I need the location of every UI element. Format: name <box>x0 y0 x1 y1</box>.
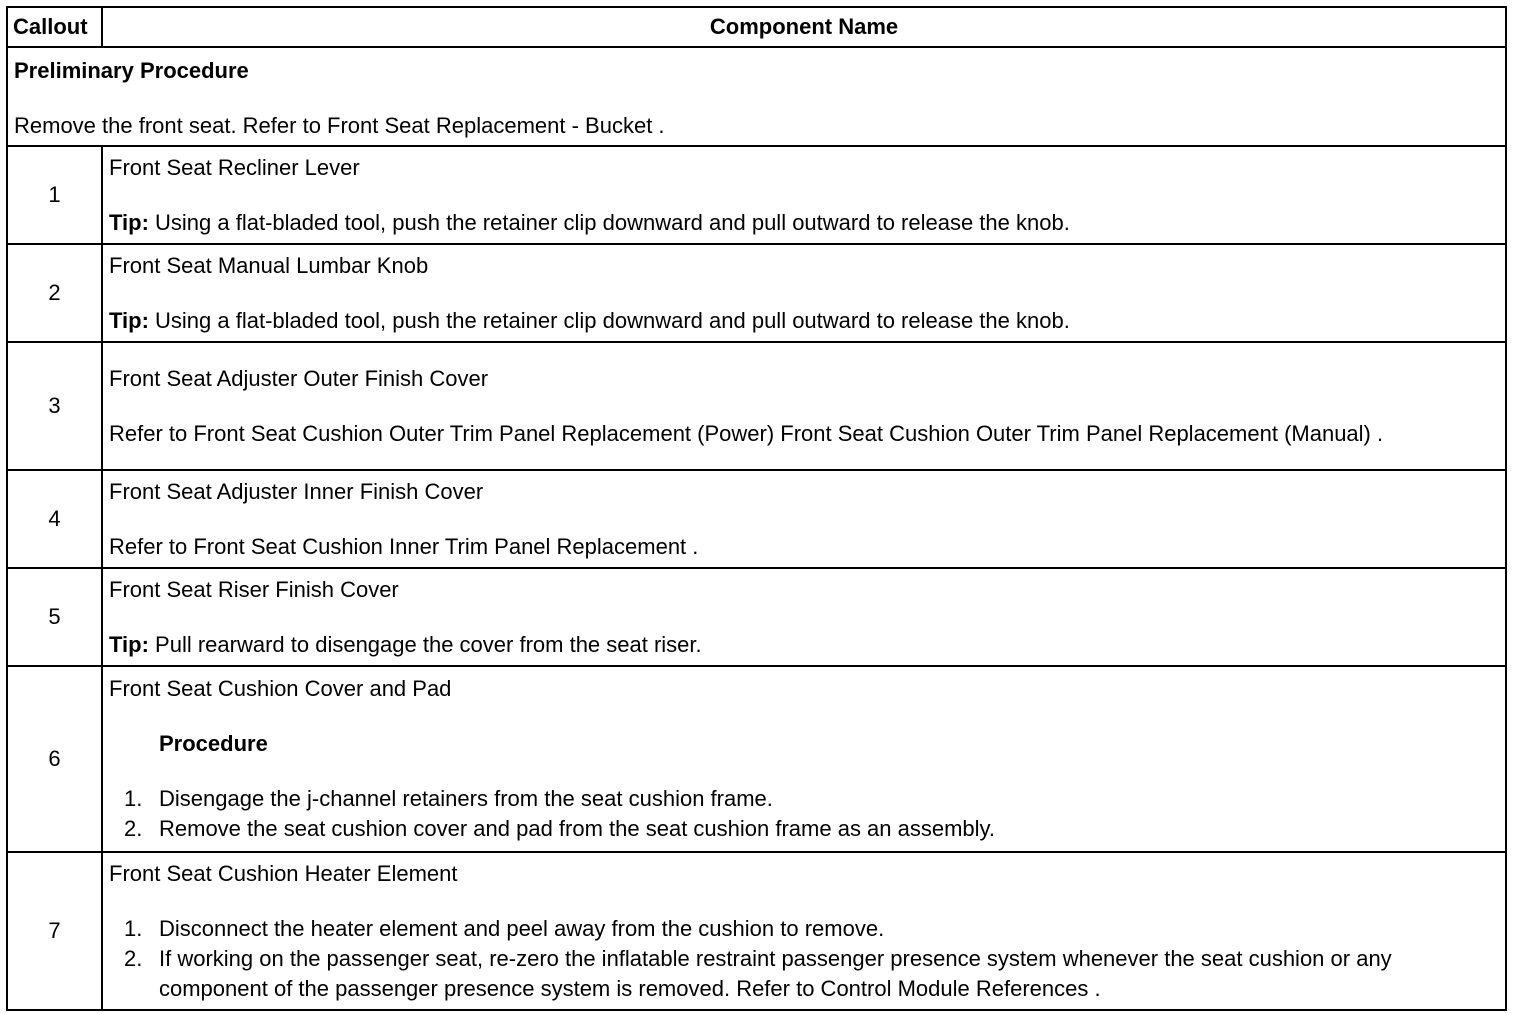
callout-number: 1 <box>7 146 102 244</box>
tip-label: Tip: <box>109 307 149 333</box>
callout-header: Callout <box>7 7 102 47</box>
component-cell <box>102 666 1506 852</box>
callout-number: 5 <box>7 568 102 666</box>
step-number: 2. <box>124 816 143 841</box>
component-name: Front Seat Recliner Lever <box>109 154 360 180</box>
table-row <box>7 470 1506 568</box>
component-name: Front Seat Cushion Heater Element <box>109 860 458 886</box>
tip-text <box>109 630 1497 660</box>
preliminary-text: Remove the front seat. Refer to Front Seat Replacement - Bucket . <box>14 113 665 138</box>
preliminary-row <box>7 47 1506 146</box>
procedure-table <box>6 6 1507 1011</box>
step-text: Remove the seat cushion cover and pad from the seat cushion frame as an assembly. <box>159 816 996 841</box>
component-name: Front Seat Cushion Cover and Pad <box>109 676 452 701</box>
component-name: Front Seat Adjuster Outer Finish Cover <box>109 365 489 391</box>
callout-number: 2 <box>7 244 102 342</box>
step-item <box>109 784 1497 814</box>
preliminary-title: Preliminary Procedure <box>14 58 249 83</box>
component-cell <box>102 852 1506 1010</box>
reference-text: Refer to Front Seat Cushion Inner Trim Panel Replacement . <box>109 533 699 559</box>
tip-body: Using a flat-bladed tool, push the retainer clip downward and pull outward to release the knob. <box>148 209 1070 235</box>
step-text: Disengage the j-channel retainers from the seat cushion frame. <box>159 786 773 811</box>
callout-number: 4 <box>7 470 102 568</box>
component-cell <box>102 568 1506 666</box>
tip-body: Using a flat-bladed tool, push the retainer clip downward and pull outward to release the knob. <box>148 307 1070 333</box>
table-row <box>7 342 1506 470</box>
tip-text <box>109 208 1497 238</box>
callout-number: 7 <box>7 852 102 1010</box>
step-text: Disconnect the heater element and peel away from the cushion to remove. <box>159 915 885 941</box>
step-item <box>109 814 1497 844</box>
callout-number: 6 <box>7 666 102 852</box>
tip-label: Tip: <box>109 631 149 657</box>
component-cell <box>102 470 1506 568</box>
header-row <box>7 7 1506 47</box>
component-name: Front Seat Riser Finish Cover <box>109 576 399 602</box>
component-cell <box>102 146 1506 244</box>
table-row <box>7 852 1506 1010</box>
table-row <box>7 568 1506 666</box>
tip-body: Pull rearward to disengage the cover from the seat riser. <box>148 631 702 657</box>
step-number: 1. <box>124 786 143 811</box>
table-row <box>7 666 1506 852</box>
reference-text: Refer to Front Seat Cushion Outer Trim Panel Replacement (Power) Front Seat Cushion Outer Trim Panel Replacement (Manual) . <box>109 420 1384 446</box>
tip-text <box>109 306 1497 336</box>
step-number: 2. <box>124 945 143 971</box>
step-item <box>109 944 1497 1004</box>
table-row <box>7 244 1506 342</box>
step-item <box>109 914 1497 944</box>
step-text: If working on the passenger seat, re-zero the inflatable restraint passenger presence system whenever the seat cushion or any component of the passenger presence system is removed. Refer to Control Module References . <box>159 945 1392 1001</box>
step-list <box>109 784 1497 844</box>
preliminary-cell <box>7 47 1506 146</box>
component-cell <box>102 342 1506 470</box>
table-row <box>7 146 1506 244</box>
component-name: Front Seat Adjuster Inner Finish Cover <box>109 478 484 504</box>
callout-number: 3 <box>7 342 102 470</box>
procedure-heading: Procedure <box>159 731 268 756</box>
component-cell <box>102 244 1506 342</box>
step-number: 1. <box>124 915 143 941</box>
tip-label: Tip: <box>109 209 149 235</box>
component-name-header: Component Name <box>102 7 1506 47</box>
component-name: Front Seat Manual Lumbar Knob <box>109 252 429 278</box>
step-list <box>109 914 1497 1004</box>
